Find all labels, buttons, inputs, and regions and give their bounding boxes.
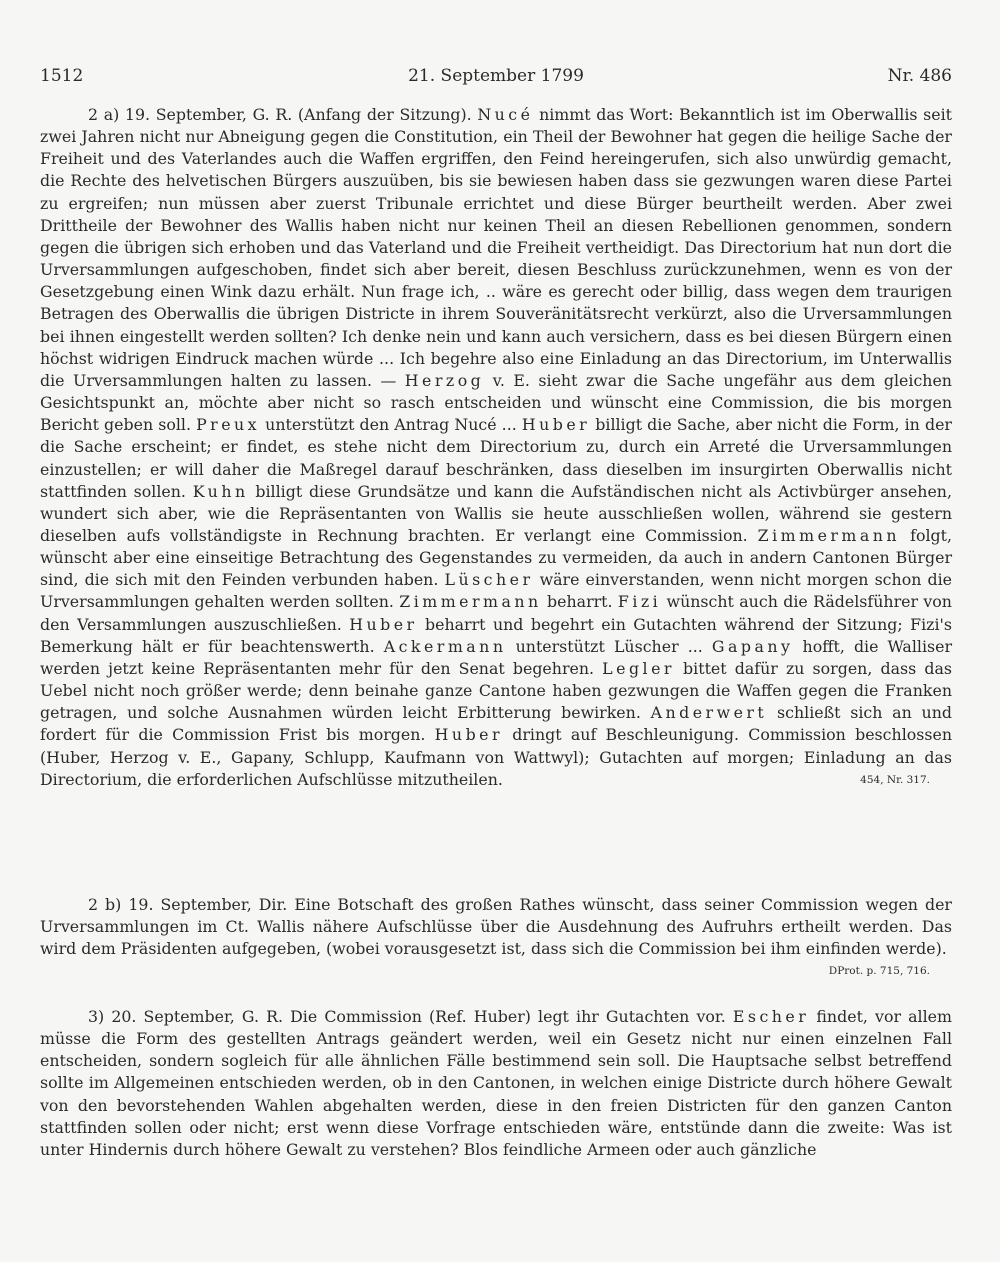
text-run: dringt auf Beschleunigung. Commission beschlossen (Huber, Herzog v. E., Gapany, Schlupp, Kaufmann von Wattwyl); Gutachten auf morgen; Einladung an das Directorium, die erforderlichen Aufschlüsse mitzutheilen. [40, 725, 952, 789]
speaker-name: Nucé [477, 105, 534, 124]
text-run: 2 b) 19. September, Dir. Eine Botschaft des großen Rathes wünscht, dass seiner Commission wegen der Urversammlungen im Ct. Wallis nähere Aufschlüsse über die Ausdehnung des Aufruhrs ertheilt werden. Das wird dem Präsidenten aufgegeben, (wobei vorausgesetzt ist, dass sich die Commission bei ihm einfinden werde). [40, 895, 952, 959]
section-2a-paragraph [40, 104, 952, 791]
source-reference: DProt. p. 715, 716. [828, 965, 930, 978]
speaker-name: Huber [434, 725, 504, 745]
text-run: nimmt das Wort: Bekanntlich ist im Oberwallis seit zwei Jahren nicht nur Abneigung gegen die Constitution, ein Theil der Bewohner hat gegen die heilige Sache der Freiheit und des Vaterlandes auch die Waffen ergriffen, den Feind hereingerufen, sich also unwürdig gemacht, die Rechte des helvetischen Bürgers auszuüben, bis sie bewiesen haben dass sie gezwungen waren diese Partei zu ergreifen; nun müssen aber zuerst Tribunale errichtet und diese Bürger beurtheilt werden. Aber zwei Drittheile der Bewohner des Wallis haben nicht nur keinen Theil an diesen Rebellionen genommen, sondern gegen die übrigen sich erhoben und das Vaterland und die Freiheit vertheidigt. Das Directorium hat nun dort die Urversammlungen aufgeschoben, findet sich aber bereit, diesen Beschluss zurückzunehmen, wenn es von der Gesetzgebung einen Wink dazu erhält. Nun frage ich, .. wäre es gerecht oder billig, dass wegen dem traurigen Betragen des Oberwallis die übrigen Districte in ihrem Souveränitätsrecht verkürzt, also die Urversammlungen bei ihnen eingestellt werden sollten? Ich denke nein und kann auch versichern, dass es bei diesen Bürgern einen höchst widrigen Eindruck machen würde ... Ich begehre also eine Einladung an das Directorium, im Unterwallis die Urversammlungen halten zu lassen. — [40, 105, 952, 390]
text-run: findet, vor allem müsse die Form des gestellten Antrags geändert werden, weil ein Gesetz nicht nur einen einzelnen Fall entscheiden, sondern sogleich für alle ähnlichen Fälle bestimmend sein soll. Die Hauptsache selbst betreffend sollte im Allgemeinen entschieden werden, ob in den Cantonen, in welchen einige Districte durch höhere Gewalt von den bevorstehenden Wahlen abgehalten werden, diese in den freien Districten für den ganzen Canton stattfinden sollen oder nicht; erst wenn diese Vorfrage entschieden wäre, entstünde dann die zweite: Was ist unter Hindernis durch höhere Gewalt zu verstehen? Blos feindliche Armeen oder auch gänzliche [40, 1007, 952, 1159]
source-reference: 454, Nr. 317. [860, 773, 930, 786]
section-2b-paragraph [40, 894, 952, 978]
page-number: 1512 [40, 66, 84, 86]
section-3-paragraph [40, 1006, 952, 1161]
speaker-name: Huber [521, 415, 591, 435]
text-run: bittet dafür zu sorgen, dass das Uebel nicht noch größer werde; denn beinahe ganze Cantone haben gezwungen die Waffen gegen die Franken getragen, und solche Ausnahmen würden leicht Erbitterung bewirken. [40, 658, 952, 723]
text-run: beharrt. [541, 592, 618, 612]
speaker-name: Herzog [404, 370, 485, 390]
speaker-name: Ackermann [383, 636, 507, 656]
section-2b [40, 894, 952, 982]
text-run: schließt sich an und fordert für die Commission Frist bis morgen. [40, 703, 952, 745]
text-run: billigt die Sache, aber nicht die Form, in der die Sache erscheint; er findet, es stehe nicht dem Directorium zu, durch ein Arreté die Urversammlungen einzustellen; er will daher die Maßregel darauf beschränken, dass dieselben im insurgirten Oberwallis nicht stattfinden sollen. [40, 415, 952, 501]
speaker-name: Lüscher [444, 570, 534, 590]
text-run: beharrt und begehrt ein Gutachten während der Sitzung; Fizi's Bemerkung hält er für beachtenswerth. [40, 614, 952, 656]
text-run: unterstützt den Antrag Nucé ... [260, 415, 522, 435]
speaker-name: Zimmermann [399, 592, 542, 612]
speaker-name: Escher [732, 1007, 810, 1026]
text-run: 3) 20. September, G. R. Die Commission (Ref. Huber) legt ihr Gutachten vor. [88, 1007, 733, 1026]
text-run: hofft, die Walliser werden jetzt keine Repräsentanten mehr für den Senat begehren. [40, 636, 953, 678]
text-run: unterstützt Lüscher ... [506, 636, 712, 656]
speaker-name: Legler [602, 658, 675, 678]
text-run: wäre einverstanden, wenn nicht morgen schon die Urversammlungen gehalten werden sollten. [40, 570, 952, 612]
page-header [40, 66, 952, 88]
page-date: 21. September 1799 [408, 66, 584, 86]
text-run: billigt diese Grundsätze und kann die Aufständischen nicht als Activbürger ansehen, wundert sich aber, wie die Repräsentanten von Wallis sie heute ausschließen wollen, während sie gestern dieselben aufs vollständigste in Rechnung brachten. Er verlangt eine Commission. [40, 481, 952, 545]
text-run: folgt, wünscht aber eine einseitige Betrachtung des Gegenstandes zu vermeiden, da auch in andern Cantonen Bürger sind, die sich mit den Feinden verbunden haben. [40, 525, 952, 590]
section-2a [40, 104, 952, 791]
speaker-name: Anderwert [650, 703, 768, 723]
document-number: Nr. 486 [887, 66, 952, 86]
text-run: wünscht auch die Rädelsführer von den Versammlungen auszuschließen. [40, 592, 952, 634]
text-run: 2 a) 19. September, G. R. (Anfang der Sitzung). [88, 105, 478, 124]
speaker-name: Huber [349, 614, 418, 634]
speaker-name: Zimmermann [757, 525, 901, 545]
speaker-name: Preux [196, 415, 261, 435]
section-3 [40, 1006, 952, 1161]
speaker-name: Kuhn [192, 481, 249, 501]
text-run: v. E. sieht zwar die Sache ungefähr aus dem gleichen Gesichtspunkt an, möchte aber nicht so rasch entscheiden und wünscht eine Commission, die bis morgen Bericht geben soll. [40, 370, 952, 435]
speaker-name: Fizi [617, 592, 662, 612]
speaker-name: Gapany [711, 636, 794, 656]
